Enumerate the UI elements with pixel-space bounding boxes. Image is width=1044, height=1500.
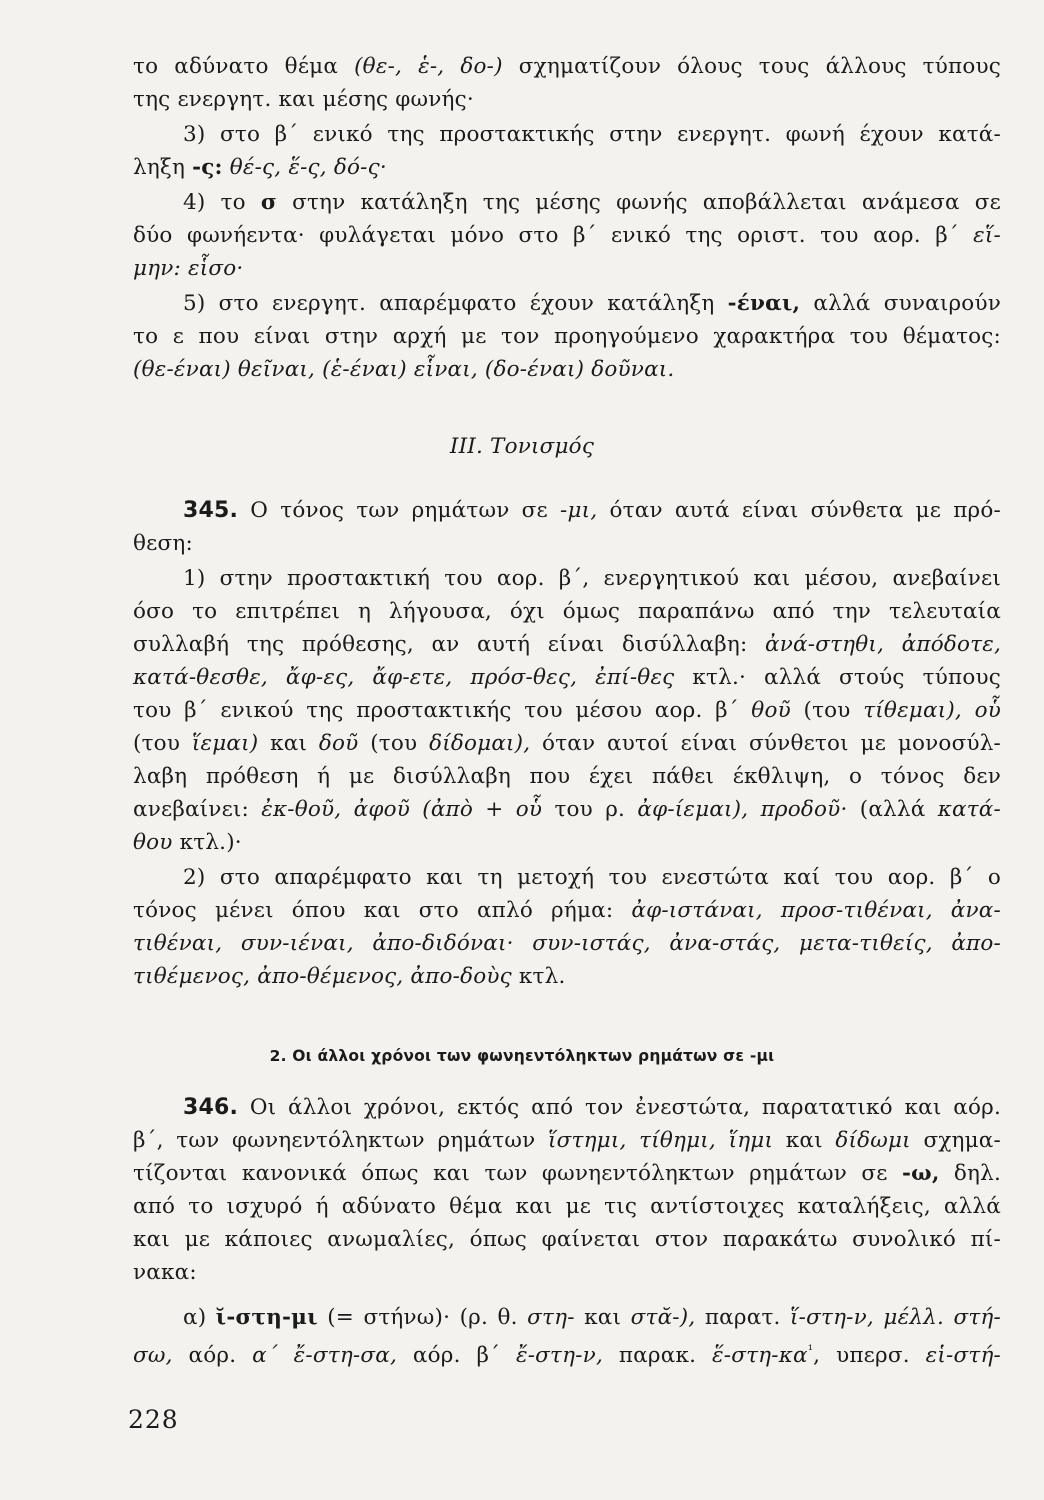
text-line: 2) στο απαρέμφατο και τη μετοχή του ενεστώτα καί του αορ. β΄ ο [183, 865, 1001, 890]
text-line: τιθέμενος, ἀπο-θέμενος, ἀπο-δοὺς κτλ. [133, 964, 566, 989]
text-line: 4) το σ στην κατάληξη της μέσης φωνής αποβάλλεται ανάμεσα σε [183, 190, 1001, 215]
text-line: σω, αόρ. α΄ ἔ-στη-σα, αόρ. β΄ ἔ-στη-ν, παρακ. $ἕ-\sigma\tau\eta-\kappa\alpha^{^1}$, υπερσ. εἱ-στή- [133, 1343, 1001, 1369]
text-line: (θε-έναι) θεῖναι, (ἑ-έναι) εἷναι, (δο-έναι) δοῦναι. [133, 357, 675, 382]
text-line: όσο το επιτρέπει η λήγουσα, όχι όμως παραπάνω από την τελευταία [133, 599, 1001, 624]
text-line: θου κτλ.)· [133, 830, 242, 855]
text-line: κατά-θεσθε, ἄφ-ες, ἄφ-ετε, πρόσ-θες, ἐπί-θες κτλ.· αλλά στούς τύπους [133, 665, 1001, 690]
text-line: τίζονται κανονικά όπως και των φωνηεντόληκτων ρημάτων σε -ω, δηλ. [133, 1161, 1002, 1186]
text-line: 1) στην προστακτική του αορ. β΄, ενεργητικού και μέσου, ανεβαίνει [183, 566, 1001, 591]
text-line: νακα: [133, 1260, 197, 1285]
text-line: (του ἵεμαι) και δοῦ (του δίδομαι), όταν αυτοί είναι σύνθετοι με μονοσύλ- [133, 731, 1002, 756]
text-line: 346. Οι άλλοι χρόνοι, εκτός από τον ἐνεστώτα, παρατατικό και αόρ. [183, 1095, 1001, 1120]
text-line: συλλαβή της πρόθεσης, αν αυτή είναι δισύλλαβη: ἀνά-στηθι, ἀπόδοτε, [133, 632, 1001, 657]
subsection-title: III. Τονισμός [449, 434, 595, 459]
text-line: και με κάποιες ανωμαλίες, όπως φαίνεται στον παρακάτω συνολικό πί- [133, 1227, 1001, 1252]
text-line: τιθέναι, συν-ιέναι, ἀπο-διδόναι· συν-ιστάς, ἀνα-στάς, μετα-τιθείς, ἀπο- [133, 931, 1001, 956]
page-number: 228 [128, 1405, 179, 1434]
section-heading: 2. Οι άλλοι χρόνοι των φωνηεντόληκτων ρημάτων σε -μι [269, 1047, 775, 1065]
text-line: τόνος μένει όπου και στο απλό ρήμα: ἀφ-ιστάναι, προσ-τιθέναι, ἀνα- [133, 898, 1001, 923]
text-line: ανεβαίνει: ἐκ-θοῦ, ἀφοῦ (ἀπὸ + οὗ του ρ. ἀφ-ίεμαι), προδοῦ· (αλλά κατά- [133, 797, 1001, 822]
text-line: 3) στο β΄ ενικό της προστακτικής στην ενεργητ. φωνή έχουν κατά- [183, 122, 1001, 147]
text-line: α) ῐ-στη-μι (= στήνω)· (ρ. θ. στη- και στᾰ-), παρατ. ἵ-στη-ν, μέλλ. στή- [183, 1305, 1001, 1330]
text-line: 345. Ο τόνος των ρημάτων σε -μι, όταν αυτά είναι σύνθετα με πρό- [183, 498, 1001, 523]
text-line: ληξη -ς: θέ-ς, ἕ-ς, δό-ς· [133, 155, 387, 180]
text-line: από το ισχυρό ή αδύνατο θέμα και με τις αντίστοιχες καταλήξεις, αλλά [133, 1194, 1001, 1219]
text-line: μην: εἷσο· [133, 256, 244, 281]
text-line: β΄, των φωνηεντόληκτων ρημάτων ἵστημι, τίθημι, ἵημι και δίδωμι σχημα- [133, 1128, 1001, 1153]
text-line: λαβη πρόθεση ή με δισύλλαβη που έχει πάθει έκθλιψη, ο τόνος δεν [133, 764, 1001, 789]
text-line: της ενεργητ. και μέσης φωνής· [133, 87, 474, 112]
text-line: δύο φωνήεντα· φυλάγεται μόνο στο β΄ ενικό της οριστ. του αορ. β΄ εἵ- [133, 223, 1001, 248]
text-line: του β΄ ενικού της προστακτικής του μέσου αορ. β΄ θοῦ (του τίθεμαι), οὗ [133, 698, 1001, 723]
text-line: θεση: [133, 531, 193, 556]
text-line: το ε που είναι στην αρχή με τον προηγούμενο χαρακτήρα του θέματος: [133, 324, 1001, 349]
text-line: το αδύνατο θέμα (θε-, ἑ-, δο-) σχηματίζουν όλους τους άλλους τύπους [133, 54, 1001, 79]
text-line: 5) στο ενεργητ. απαρέμφατο έχουν κατάληξη -έναι, αλλά συναιρούν [183, 291, 1001, 316]
